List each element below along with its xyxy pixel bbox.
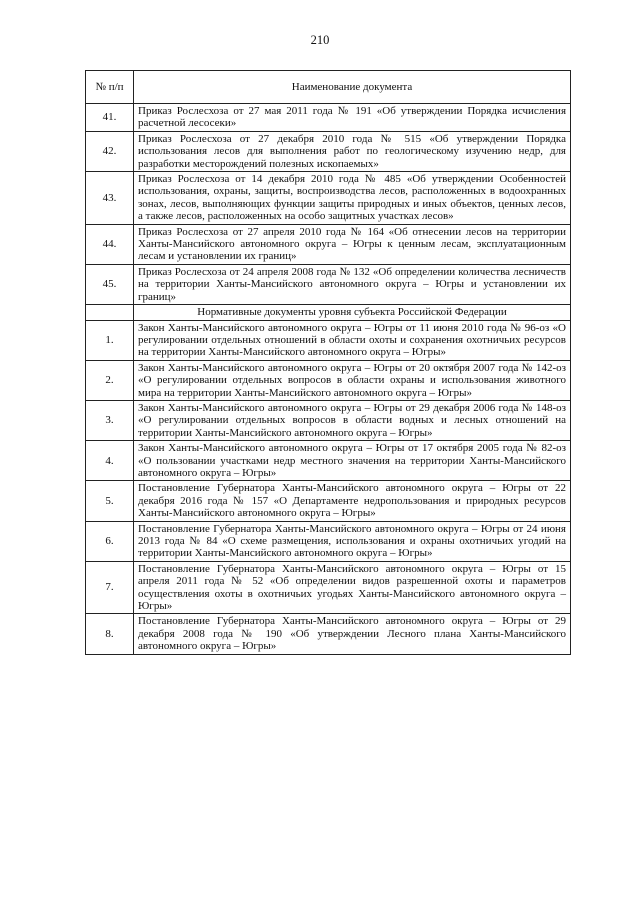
row-document-name: Постановление Губернатора Ханты-Мансийского автономного округа – Югры от 29 декабря 2008 года № 190 «Об утверждении Лесного плана Ханты-Мансийского автономного округа – Югры» [134,614,571,654]
federal-documents [86,104,571,305]
page-number: 210 [310,33,330,47]
table-row [86,264,571,304]
section-number-cell [86,305,134,320]
table-row [86,360,571,400]
table-row [86,561,571,614]
row-number: 3. [86,400,134,440]
row-number: 5. [86,481,134,521]
row-document-name: Приказ Рослесхоза от 27 декабря 2010 года № 515 «Об утверждении Порядка использования лесов для выполнения работ по геологическому изучению недр, для разработки месторождений полезных ископаемых» [134,131,571,171]
row-number: 2. [86,360,134,400]
section-regional [86,305,571,320]
row-document-name: Приказ Рослесхоза от 27 мая 2011 года № 191 «Об утверждении Порядка исчисления расчетной лесосеки» [134,104,571,132]
row-number: 4. [86,441,134,481]
row-document-name: Приказ Рослесхоза от 24 апреля 2008 года № 132 «Об определении количества лесничеств на территории Ханты-Мансийского автономного округа – Югры и установлении их границ» [134,264,571,304]
row-number: 45. [86,264,134,304]
row-document-name: Постановление Губернатора Ханты-Мансийского автономного округа – Югры от 15 апреля 2011 года № 52 «Об определении видов разрешенной охоты и параметров осуществления охоты в охотничьих угодьях Ханты-Мансийского автономного округа – Югры» [134,561,571,614]
row-document-name: Приказ Рослесхоза от 14 декабря 2010 года № 485 «Об утверждении Особенностей использования, охраны, защиты, воспроизводства лесов, расположенных в водоохранных зонах, лесов, выполняющих функции защиты природных и иных объектов, ценных лесов, а также лесов, расположенных на особо защитных участках лесов» [134,172,571,225]
row-number: 7. [86,561,134,614]
documents-table [85,70,571,655]
table-row [86,481,571,521]
row-number: 42. [86,131,134,171]
table-header-row [86,71,571,104]
header-document-name: Наименование документа [134,71,571,104]
row-document-name: Закон Ханты-Мансийского автономного округа – Югры от 29 декабря 2006 года № 148-оз «О регулировании отдельных вопросов в области водных и лесных отношений на территории Ханты-Мансийского автономного округа – Югры» [134,400,571,440]
table-row [86,441,571,481]
table-row [86,400,571,440]
header-number: № п/п [86,71,134,104]
row-document-name: Постановление Губернатора Ханты-Мансийского автономного округа – Югры от 22 декабря 2016 года № 157 «О Департаменте недропользования и природных ресурсов Ханты-Мансийского автономного округа – Югры» [134,481,571,521]
row-number: 44. [86,224,134,264]
row-document-name: Постановление Губернатора Ханты-Мансийского автономного округа – Югры от 24 июня 2013 года № 84 «О схеме размещения, использования и охраны охотничьих угодий на территории Ханты-Мансийского автономного округа – Югры» [134,521,571,561]
row-number: 41. [86,104,134,132]
table-row [86,614,571,654]
regional-documents [86,320,571,654]
row-number: 8. [86,614,134,654]
row-document-name: Закон Ханты-Мансийского автономного округа – Югры от 20 октября 2007 года № 142-оз «О регулировании отдельных вопросов в области охраны и использования животного мира на территории Ханты-Мансийского автономного округа – Югры» [134,360,571,400]
row-document-name: Приказ Рослесхоза от 27 апреля 2010 года № 164 «Об отнесении лесов на территории Ханты-Мансийского автономного округа – Югры к ценным лесам, эксплуатационным лесам и установлении их границ» [134,224,571,264]
table-row [86,320,571,360]
row-number: 6. [86,521,134,561]
table-row [86,172,571,225]
row-number: 43. [86,172,134,225]
table-row [86,104,571,132]
table-row [86,521,571,561]
section-title: Нормативные документы уровня субъекта Российской Федерации [134,305,571,320]
table-row [86,131,571,171]
row-document-name: Закон Ханты-Мансийского автономного округа – Югры от 11 июня 2010 года № 96-оз «О регулировании отдельных отношений в области охоты и сохранения охотничьих ресурсов на территории Ханты-Мансийского автономного округа – Югры» [134,320,571,360]
row-document-name: Закон Ханты-Мансийского автономного округа – Югры от 17 октября 2005 года № 82-оз «О пользовании участками недр местного значения на территории Ханты-Мансийского автономного округа – Югры» [134,441,571,481]
row-number: 1. [86,320,134,360]
section-row [86,305,571,320]
table-row [86,224,571,264]
